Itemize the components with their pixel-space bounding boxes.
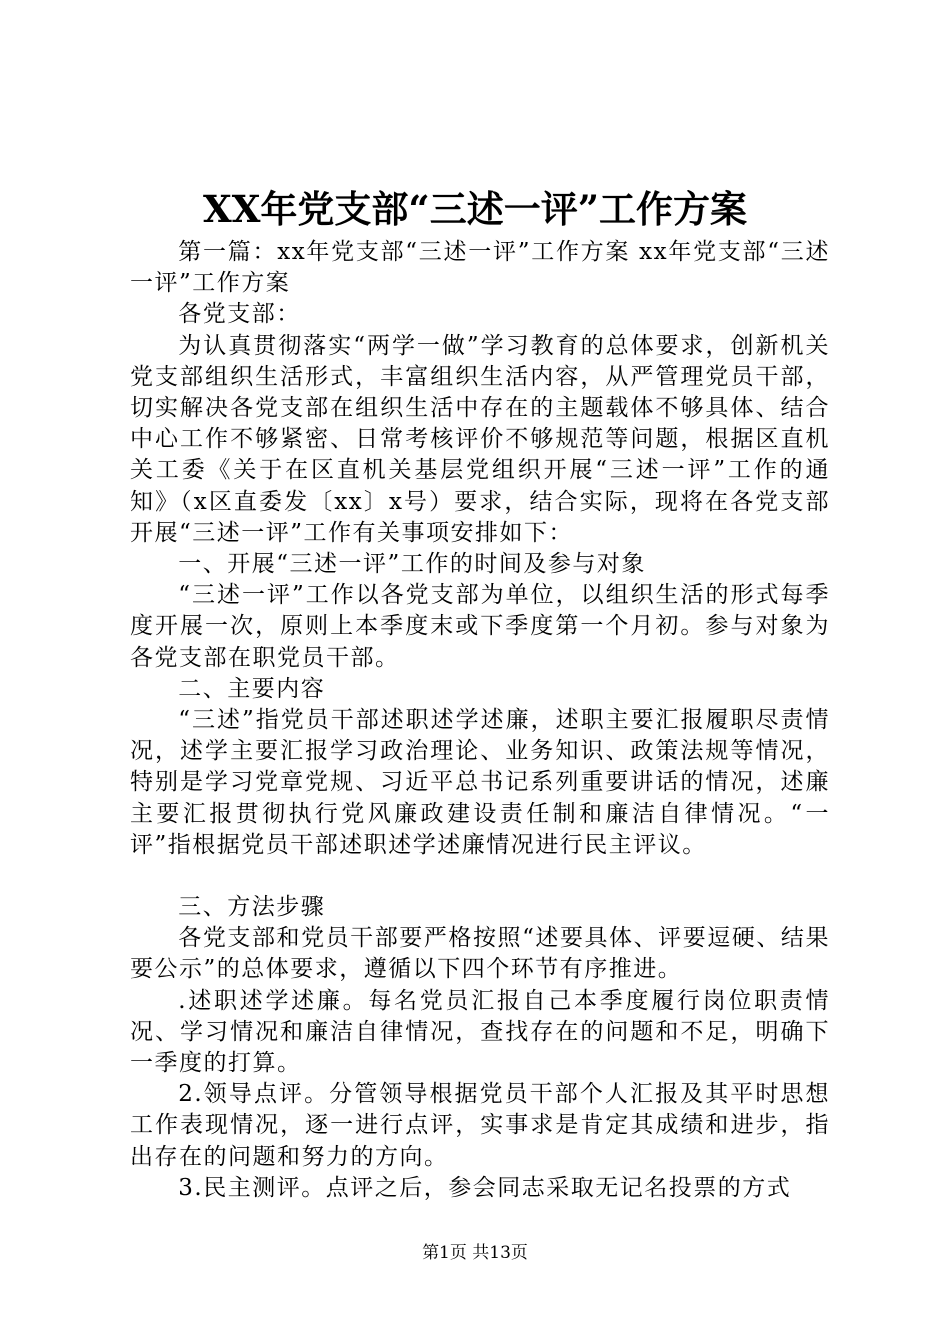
section-heading-content: 二、主要内容	[178, 675, 326, 702]
paragraph-purpose: 为认真贯彻落实“两学一做”学习教育的总体要求，创新机关党支部组织生活形式，丰富组织生活内容，从严管理党员干部，切实解决各党支部在组织生活中存在的主题载体不够具体、结合中心工作不够紧密、日常考核评价不够规范等问题，根据区直机关工委《关于在区直机关基层党组织开展“三述一评”工作的通知》（x区直委发〔xx〕x号）要求，结合实际，现将在各党支部开展“三述一评”工作有关事项安排如下：	[130, 332, 830, 546]
paragraph-salutation: 各党支部：	[178, 301, 301, 328]
paragraph-intro: 第一篇：xx年党支部“三述一评”工作方案 xx年党支部“三述一评”工作方案	[130, 239, 830, 297]
paragraph-step-2: 2.领导点评。分管领导根据党员干部个人汇报及其平时思想工作表现情况，逐一进行点评，实事求是肯定其成绩和进步，指出存在的问题和努力的方向。	[130, 1081, 830, 1170]
page-number-footer: 第1页 共13页	[422, 1243, 528, 1263]
paragraph-step-3: 3.民主测评。点评之后，参会同志采取无记名投票的方式	[178, 1174, 792, 1201]
document-body	[130, 237, 830, 1204]
paragraph-step-1: .述职述学述廉。每名党员汇报自己本季度履行岗位职责情况、学习情况和廉洁自律情况，查找存在的问题和不足，明确下一季度的打算。	[130, 987, 830, 1077]
paragraph-content: “三述”指党员干部述职述学述廉，述职主要汇报履职尽责情况，述学主要汇报学习政治理论、业务知识、政策法规等情况，特别是学习党章党规、习近平总书记系列重要讲话的情况，述廉主要汇报贯彻执行党风廉政建设责任制和廉洁自律情况。“一评”指根据党员干部述职述学述廉情况进行民主评议。	[130, 707, 830, 858]
section-heading-time: 一、开展“三述一评”工作的时间及参与对象	[178, 551, 646, 578]
section-heading-steps: 三、方法步骤	[178, 894, 326, 921]
document-title: XX年党支部“三述一评”工作方案	[203, 187, 747, 231]
paragraph-time: “三述一评”工作以各党支部为单位，以组织生活的形式每季度开展一次，原则上本季度末或下季度第一个月初。参与对象为各党支部在职党员干部。	[130, 582, 830, 671]
paragraph-steps: 各党支部和党员干部要严格按照“述要具体、评要逗硬、结果要公示”的总体要求，遵循以下四个环节有序推进。	[130, 925, 830, 983]
